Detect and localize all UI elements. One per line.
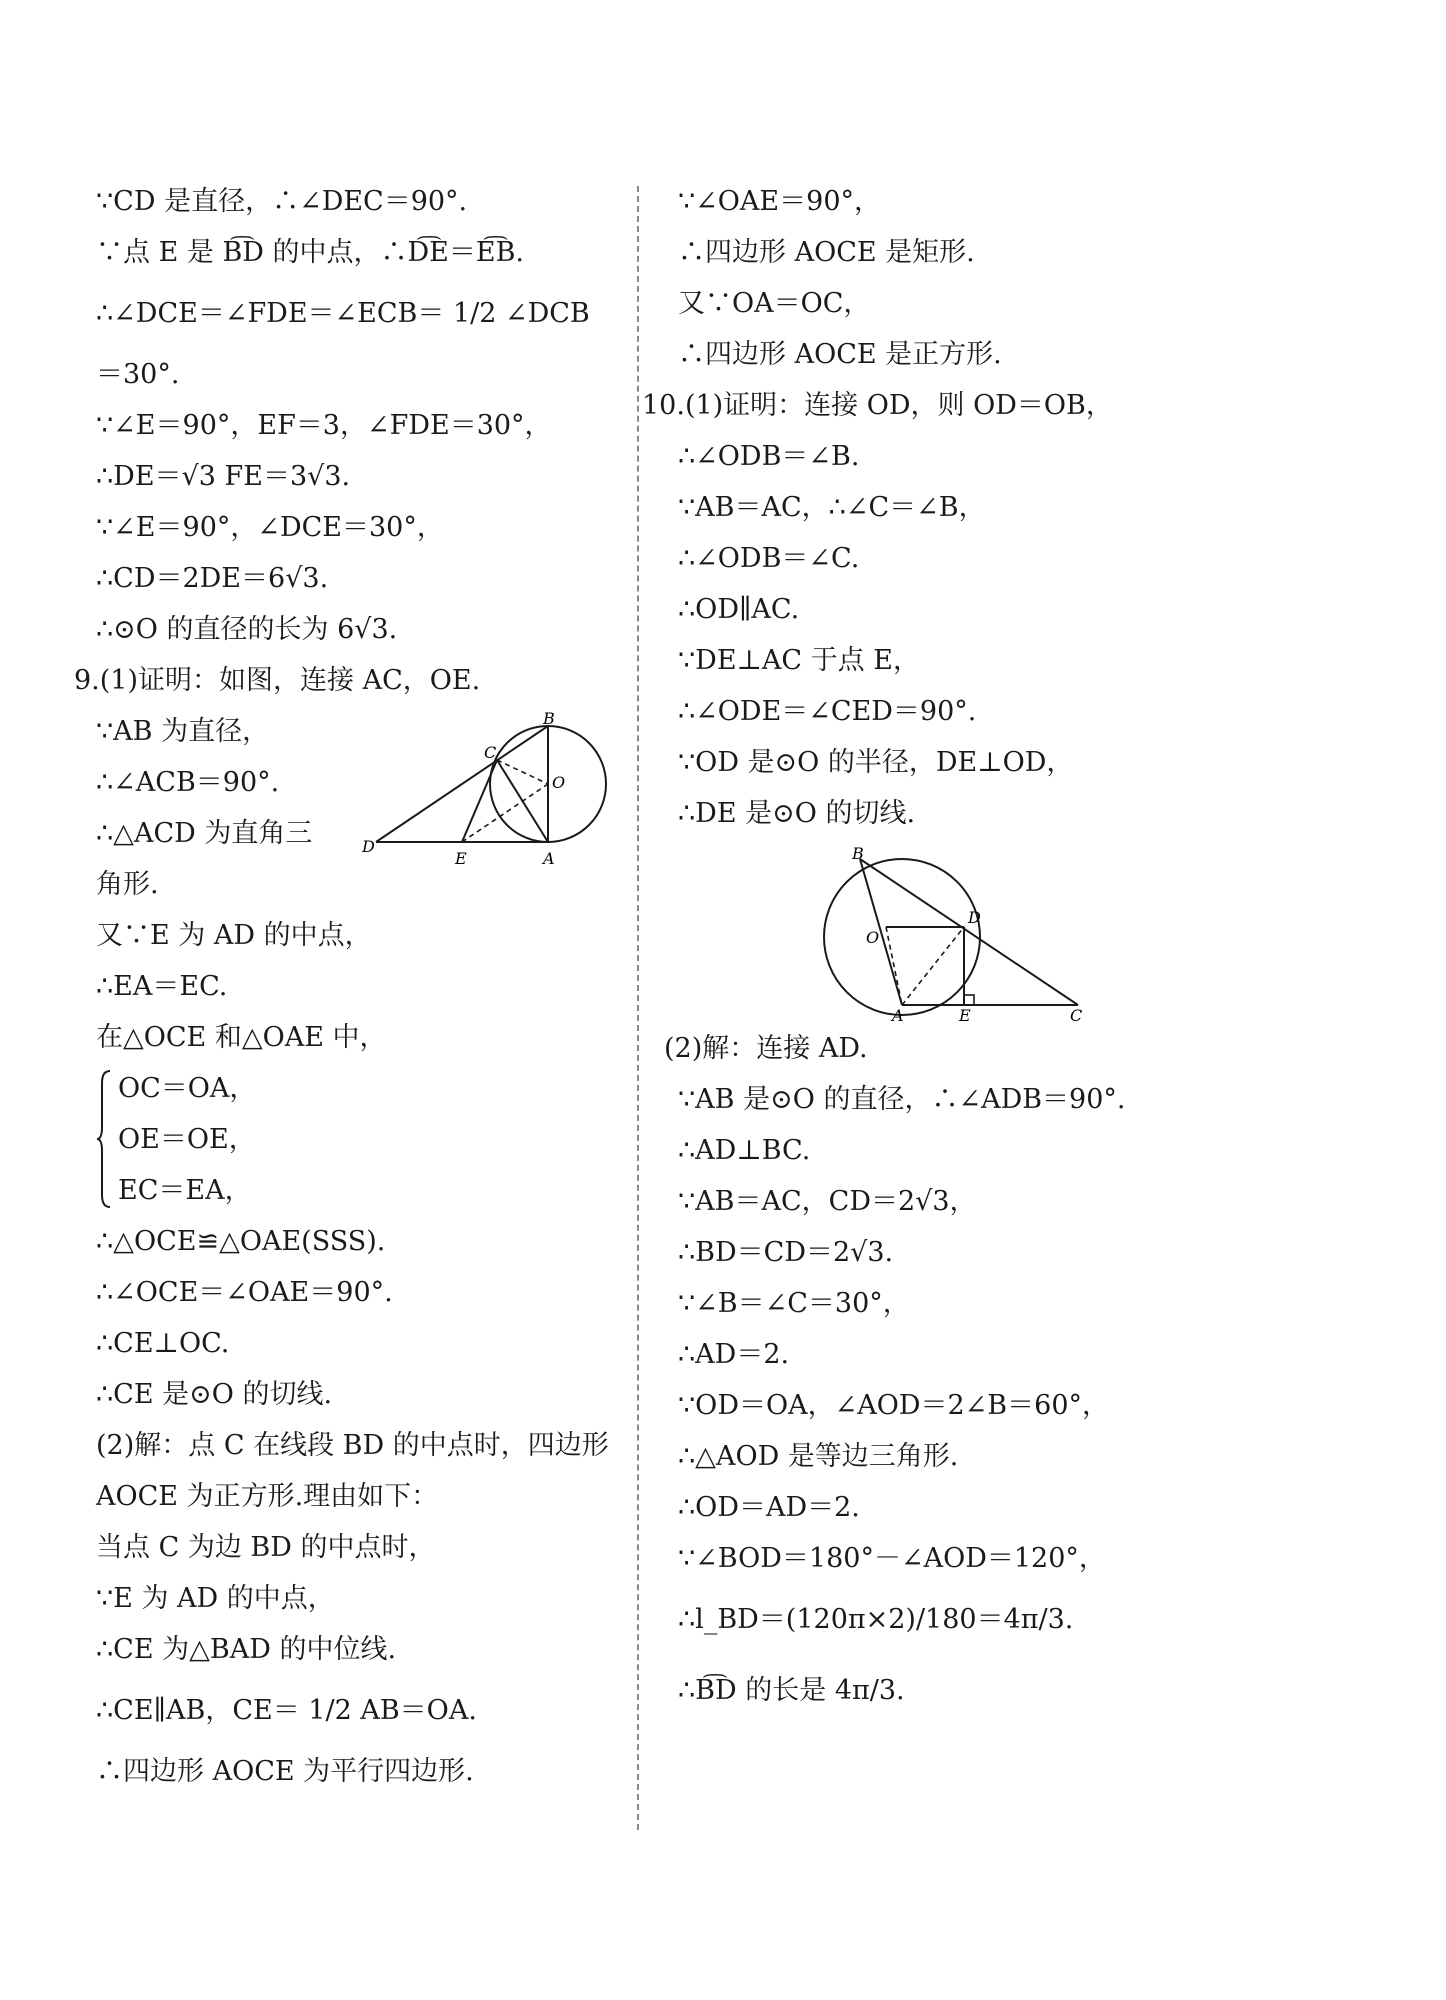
fig1-label-C: C xyxy=(484,743,497,762)
text-line: ∵AB 是⊙O 的直径，∴∠ADB＝90°. xyxy=(678,1084,1126,1115)
text-line: ∴∠ACB＝90°. xyxy=(96,767,280,798)
text-line: OE＝OE， xyxy=(118,1124,256,1155)
fig2-label-O: O xyxy=(866,928,880,947)
text-line: ∴DE＝√3 FE＝3√3. xyxy=(96,461,351,492)
text-line: ∵∠BOD＝180°－∠AOD＝120°， xyxy=(678,1543,1106,1574)
text-line: ∵E 为 AD 的中点， xyxy=(96,1583,335,1614)
fig2-label-B: B xyxy=(852,845,864,863)
text-line: ∵AB＝AC，CD＝2√3， xyxy=(678,1186,977,1217)
fig2-label-A: A xyxy=(892,1006,904,1023)
fig1-label-E: E xyxy=(455,849,467,868)
fig1-label-B: B xyxy=(543,712,555,728)
text-line: ∴l_BD＝(120π×2)/180＝4π/3. xyxy=(678,1604,1074,1635)
fig2-label-E: E xyxy=(959,1006,971,1023)
text-line: 又∵OA＝OC， xyxy=(678,288,871,319)
text-line: ∴∠ODB＝∠B. xyxy=(678,441,860,472)
text-line: ∴△OCE≌△OAE(SSS). xyxy=(96,1226,386,1257)
text-line: ∵∠B＝∠C＝30°， xyxy=(678,1288,910,1319)
text-line: ∴AD⊥BC. xyxy=(678,1135,811,1166)
text-line: ∵AB＝AC，∴∠C＝∠B， xyxy=(678,492,986,523)
text-line: ＝30°. xyxy=(96,359,180,390)
text-line: ∴OD＝AD＝2. xyxy=(678,1492,860,1523)
text-line: (2)解：连接 AD. xyxy=(664,1033,868,1064)
problem-10-heading: 10.(1)证明：连接 OD，则 OD＝OB， xyxy=(642,390,1113,421)
text-line: ∵∠E＝90°，∠DCE＝30°， xyxy=(96,512,444,543)
left-column xyxy=(74,176,616,1797)
text-line: OC＝OA， xyxy=(118,1073,257,1104)
text-line: ∵∠E＝90°，EF＝3，∠FDE＝30°， xyxy=(96,410,552,441)
text-line: ∴∠ODB＝∠C. xyxy=(678,543,860,574)
text-line: 角形. xyxy=(96,869,159,900)
text-line: ∵点 E 是 B͡D 的中点，∴D͡E＝E͡B. xyxy=(96,237,525,268)
text-line: ∵∠OAE＝90°， xyxy=(678,186,882,217)
fig1-label-O: O xyxy=(552,773,566,792)
text-line: ∴四边形 AOCE 是正方形. xyxy=(678,339,1002,370)
text-line: ∵DE⊥AC 于点 E， xyxy=(678,645,920,676)
text-line: 在△OCE 和△OAE 中， xyxy=(96,1022,387,1053)
text-line: ∴∠ODE＝∠CED＝90°. xyxy=(678,696,977,727)
text-line: ∴CE 为△BAD 的中位线. xyxy=(96,1634,397,1665)
fig2-label-C: C xyxy=(1070,1006,1083,1023)
text-line: ∴∠DCE＝∠FDE＝∠ECB＝ 1/2 ∠DCB xyxy=(96,298,590,329)
text-line: ∴EA＝EC. xyxy=(96,971,228,1002)
column-divider xyxy=(637,186,639,1830)
text-line: ∴CE 是⊙O 的切线. xyxy=(96,1379,333,1410)
text-line: ∴CE∥AB，CE＝ 1/2 AB＝OA. xyxy=(96,1695,477,1726)
text-line: ∵CD 是直径，∴∠DEC＝90°. xyxy=(96,186,468,217)
text-line: ∵OD＝OA，∠AOD＝2∠B＝60°， xyxy=(678,1390,1109,1421)
figure-9-diagram xyxy=(362,712,612,876)
text-line: 又∵E 为 AD 的中点， xyxy=(96,920,372,951)
text-line: ∴四边形 AOCE 为平行四边形. xyxy=(96,1756,474,1787)
text-line: ∴B͡D 的长是 4π/3. xyxy=(678,1675,905,1706)
text-line: ∵OD 是⊙O 的半径，DE⊥OD， xyxy=(678,747,1074,778)
text-line: ∴AD＝2. xyxy=(678,1339,790,1370)
text-line: ∴⊙O 的直径的长为 6√3. xyxy=(96,614,398,645)
figure-10-diagram xyxy=(804,845,1104,1023)
text-line: ∴CE⊥OC. xyxy=(96,1328,230,1359)
text-line: ∴OD∥AC. xyxy=(678,594,800,625)
text-line: (2)解：点 C 在线段 BD 的中点时，四边形 xyxy=(96,1430,609,1461)
text-line: ∴四边形 AOCE 是矩形. xyxy=(678,237,975,268)
text-line: ∴△ACD 为直角三 xyxy=(96,818,313,849)
fig1-label-A: A xyxy=(543,849,555,868)
text-line: EC＝EA， xyxy=(118,1175,252,1206)
text-line: ∴∠OCE＝∠OAE＝90°. xyxy=(96,1277,393,1308)
equation-system xyxy=(96,1063,616,1216)
text-line: AOCE 为正方形.理由如下： xyxy=(96,1481,439,1512)
text-line: ∴DE 是⊙O 的切线. xyxy=(678,798,916,829)
text-line: ∴BD＝CD＝2√3. xyxy=(678,1237,894,1268)
problem-9-heading: 9.(1)证明：如图，连接 AC，OE. xyxy=(74,665,481,696)
brace-icon xyxy=(96,1069,112,1209)
fig2-label-D: D xyxy=(968,908,981,927)
text-line: 当点 C 为边 BD 的中点时， xyxy=(96,1532,436,1563)
fig1-label-D: D xyxy=(362,837,375,856)
text-line: ∵AB 为直径， xyxy=(96,716,270,747)
text-line: ∴△AOD 是等边三角形. xyxy=(678,1441,959,1472)
text-line: ∴CD＝2DE＝6√3. xyxy=(96,563,329,594)
right-column xyxy=(642,176,1224,1726)
